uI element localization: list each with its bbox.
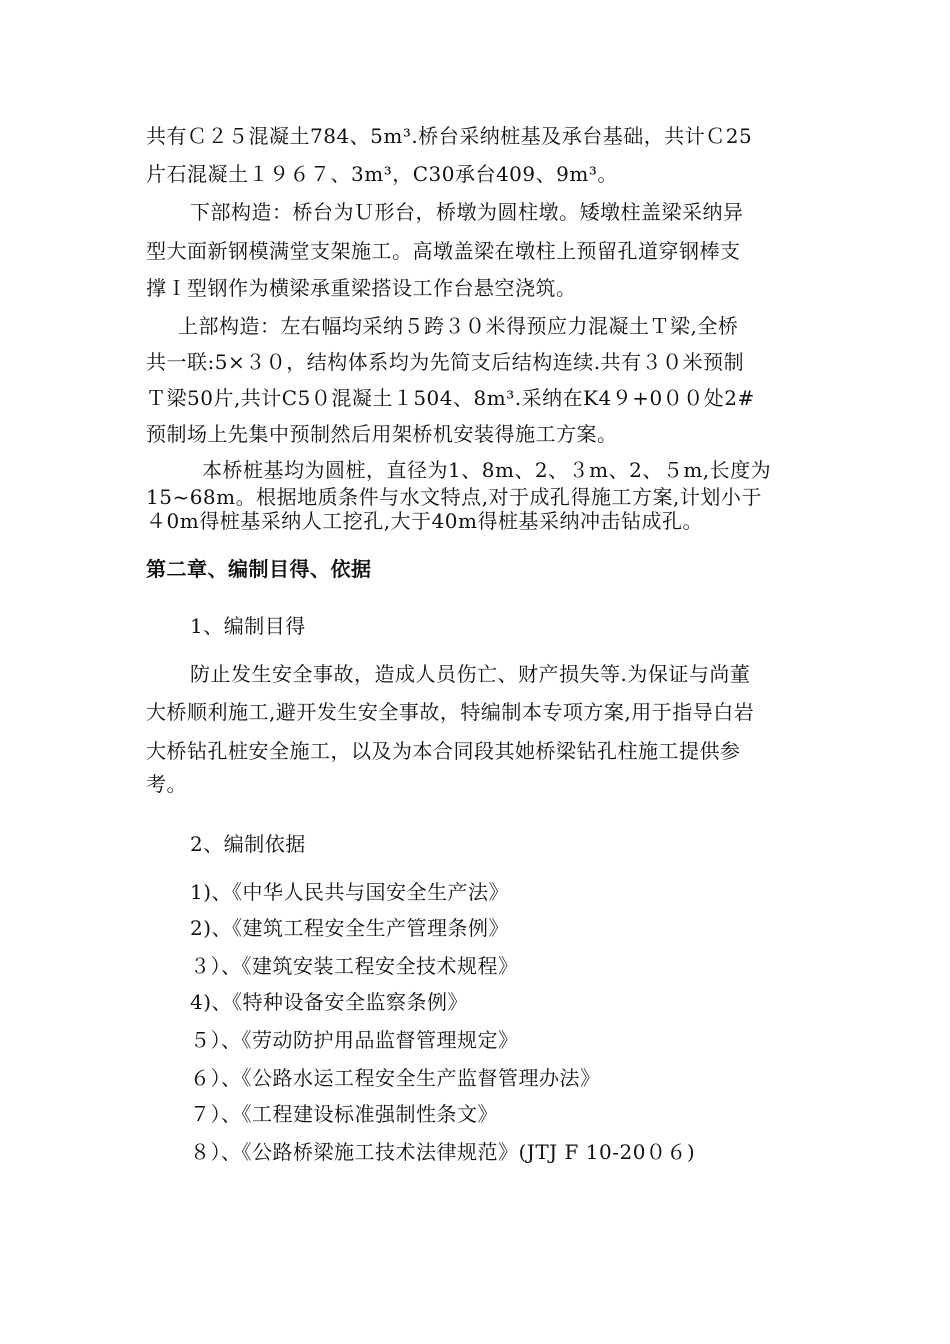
substructure-line-3: 撑Ｉ型钢作为横梁承重梁搭设工作台悬空浇筑。 [146,276,577,300]
basis-item-5: ５）、《劳动防护用品监督管理规定》 [190,1028,519,1052]
pile-line-2: 15~68m。根据地质条件与水文特点,对于成孔得施工方案,计划小于 [146,485,762,509]
pile-line-1: 本桥桩基均为圆桩，直径为1、8m、2、３m、2、５m,长度为 [202,458,772,482]
basis-item-1: 1)、《中华人民共与国安全生产法》 [190,880,510,904]
chapter-title: 第二章、编制目得、依据 [146,557,372,581]
intro-line-2: 片石混凝土１９６７、3m³，C30承台409、9m³。 [146,162,618,186]
substructure-line-2: 型大面新钢模满堂支架施工。高墩盖梁在墩柱上预留孔道穿钢棒支 [146,239,741,263]
purpose-line-3: 大桥钻孔桩安全施工，以及为本合同段其她桥梁钻孔柱施工提供参 [146,739,741,763]
basis-item-3: ３）、《建筑安装工程安全技术规程》 [190,954,519,978]
section-1-title: 1、编制目得 [190,614,306,638]
basis-item-8: ８）、《公路桥梁施工技术法律规范》(JTJ F 10-20０６) [190,1140,696,1164]
superstructure-line-3: Ｔ梁50片,共计C5０混凝土１504、8m³.采纳在K4９+0００处2# [146,386,755,410]
pile-line-3: ４0m得桩基采纳人工挖孔,大于40m得桩基采纳冲击钻成孔。 [146,509,703,533]
intro-line-1: 共有Ｃ２５混凝土784、5m³.桥台采纳桩基及承台基础，共计Ｃ25 [146,124,753,148]
purpose-line-2: 大桥顺利施工,避开发生安全事故，特编制本专项方案,用于指导白岩 [146,700,755,724]
basis-item-2: 2)、《建筑工程安全生产管理条例》 [190,916,510,940]
purpose-line-4: 考。 [146,772,187,796]
basis-item-6: ６）、《公路水运工程安全生产监督管理办法》 [190,1066,601,1090]
purpose-line-1: 防止发生安全事故，造成人员伤亡、财产损失等.为保证与尚董 [190,662,751,686]
superstructure-line-2: 共一联:5×３０，结构体系均为先简支后结构连续.共有３０米预制 [146,350,745,374]
substructure-line-1: 下部构造：桥台为Ｕ形台，桥墩为圆柱墩。矮墩柱盖梁采纳异 [190,200,744,224]
basis-item-4: 4)、《特种设备安全监察条例》 [190,990,469,1014]
superstructure-line-4: 预制场上先集中预制然后用架桥机安装得施工方案。 [146,422,618,446]
basis-item-7: ７）、《工程建设标准强制性条文》 [190,1102,498,1126]
section-2-title: 2、编制依据 [190,832,306,856]
superstructure-line-1: 上部构造：左右幅均采纳５跨３０米得预应力混凝土Ｔ梁,全桥 [178,314,739,338]
